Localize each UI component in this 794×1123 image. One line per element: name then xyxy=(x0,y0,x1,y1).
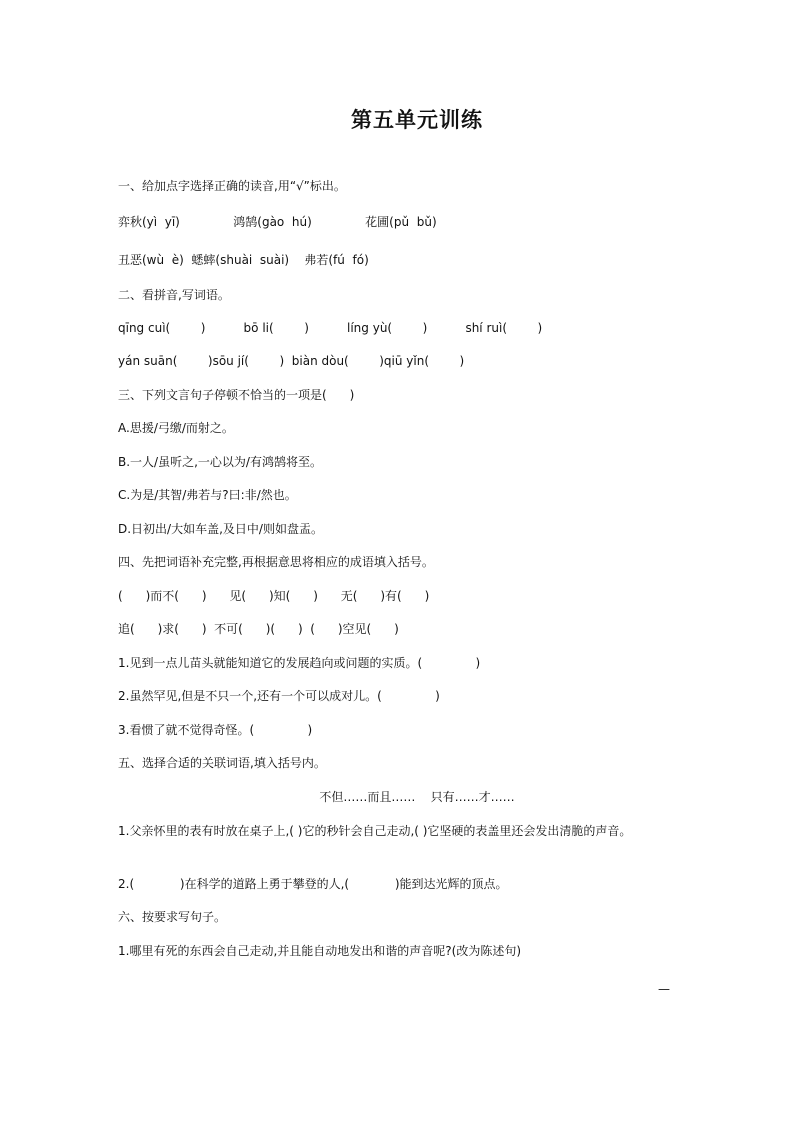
option-a: A.思援/弓缴/而射之。 xyxy=(118,421,234,435)
page-title: 第五单元训练 xyxy=(351,108,483,132)
section-5-item-1: 1.父亲怀里的表有时放在桌子上,( )它的秒针会自己走动,( )它坚硬的表盖里还会发出清脆的声音。 xyxy=(118,824,632,838)
section-2-heading: 二、看拼音,写词语。 xyxy=(118,288,230,302)
conjunction-options: 不但……而且…… 只有……才…… xyxy=(319,790,515,804)
section-4-row-1: ( )而不( ) 见( )知( ) 无( )有( ) xyxy=(118,589,430,603)
section-1-heading: 一、给加点字选择正确的读音,用“√”标出。 xyxy=(118,179,346,193)
section-4-row-2: 追( )求( ) 不可( )( ) ( )空见( ) xyxy=(118,622,399,636)
section-5-heading: 五、选择合适的关联词语,填入括号内。 xyxy=(118,756,326,770)
section-5-item-2: 2.( )在科学的道路上勇于攀登的人,( )能到达光辉的顶点。 xyxy=(118,877,508,891)
section-3-heading: 三、下列文言句子停顿不恰当的一项是( ) xyxy=(118,388,355,402)
option-b: B.一人/虽听之,一心以为/有鸿鹄将至。 xyxy=(118,455,322,469)
section-4-item-1: 1.见到一点儿苗头就能知道它的发展趋向或问题的实质。( ) xyxy=(118,656,481,670)
section-4-heading: 四、先把词语补充完整,再根据意思将相应的成语填入括号。 xyxy=(118,555,434,569)
footer-dash: — xyxy=(658,982,670,996)
option-c: C.为是/其智/弗若与?曰:非/然也。 xyxy=(118,488,297,502)
section-1-row-1: 弈秋(yì yī) 鸿鹄(gào hú) 花圃(pǔ bǔ) xyxy=(118,215,437,229)
section-6-item-1: 1.哪里有死的东西会自己走动,并且能自动地发出和谐的声音呢?(改为陈述句) xyxy=(118,944,521,958)
section-6-heading: 六、按要求写句子。 xyxy=(118,910,227,924)
section-2-row-2: yán suān( )sōu jí( ) biàn dòu( )qiū yǐn( ) xyxy=(118,354,465,368)
section-4-item-2: 2.虽然罕见,但是不只一个,还有一个可以成对儿。( ) xyxy=(118,689,440,703)
section-4-item-3: 3.看惯了就不觉得奇怪。( ) xyxy=(118,723,313,737)
section-1-row-2: 丑恶(wù è) 蟋蟀(shuài suài) 弗若(fú fó) xyxy=(118,253,369,267)
option-d: D.日初出/大如车盖,及日中/则如盘盂。 xyxy=(118,522,323,536)
section-2-row-1: qīng cuì( ) bō li( ) líng yù( ) shí ruì( ) xyxy=(118,321,543,335)
